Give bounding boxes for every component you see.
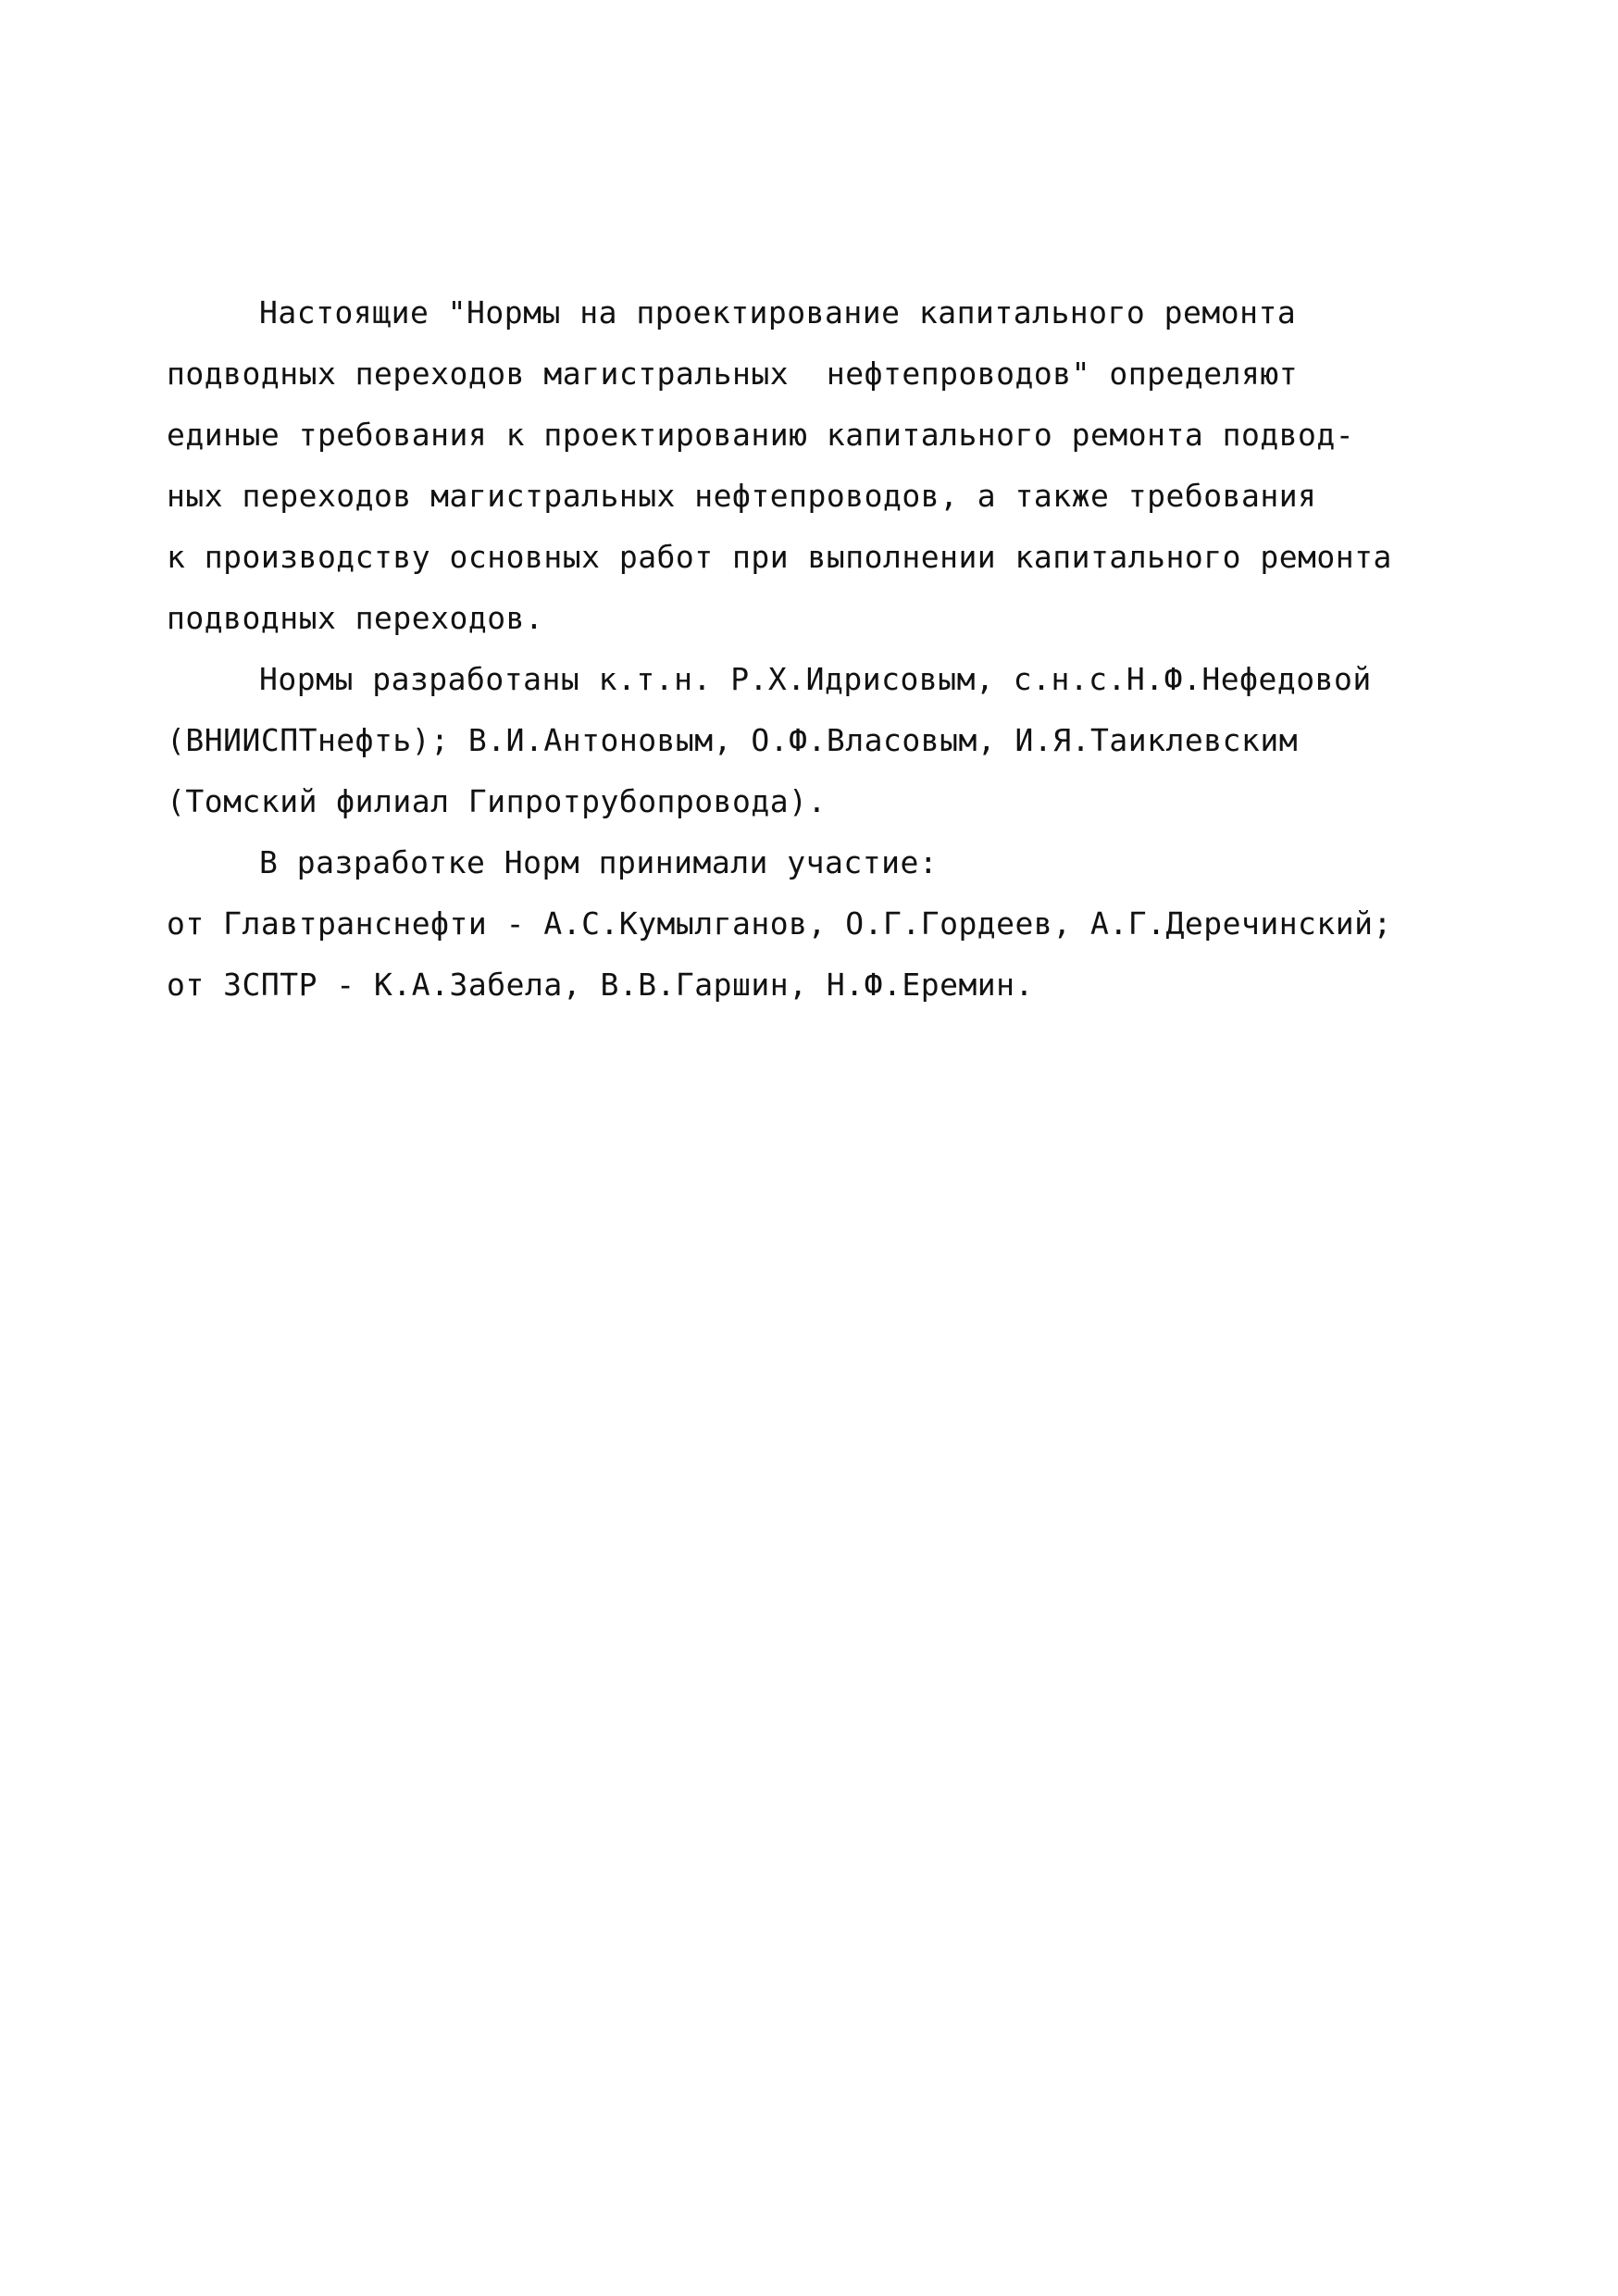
text-line: ных переходов магистральных нефтепроводов, а также требования	[167, 478, 1317, 514]
text-line: В разработке Норм принимали участие:	[259, 844, 939, 880]
text-line: к производству основных работ при выполнении капитального ремонта	[167, 539, 1392, 575]
paragraph-authors	[167, 649, 1462, 832]
document-body	[167, 282, 1462, 1016]
text-line: (ВНИИСПТнефть); В.И.Антоновым, О.Ф.Власовым, И.Я.Таиклевским	[167, 722, 1299, 758]
text-line: подводных переходов магистральных нефтепроводов" определяют	[167, 356, 1299, 392]
text-line: Нормы разработаны к.т.н. Р.Х.Идрисовым, с.н.с.Н.Ф.Нефедовой	[259, 661, 1372, 697]
text-line: от Главтранснефти - А.С.Кумылганов, О.Г.Гордеев, А.Г.Деречинский;	[167, 905, 1392, 942]
paragraph-scope	[167, 282, 1462, 649]
paragraph-participants	[167, 832, 1462, 1016]
text-line: подводных переходов.	[167, 600, 544, 636]
text-line: Настоящие "Нормы на проектирование капитального ремонта	[259, 294, 1297, 331]
text-line: (Томский филиал Гипротрубопровода).	[167, 783, 827, 819]
text-line: от ЗСПТР - К.А.Забела, В.В.Гаршин, Н.Ф.Еремин.	[167, 967, 1034, 1003]
text-line: единые требования к проектированию капитального ремонта подвод-	[167, 417, 1355, 453]
